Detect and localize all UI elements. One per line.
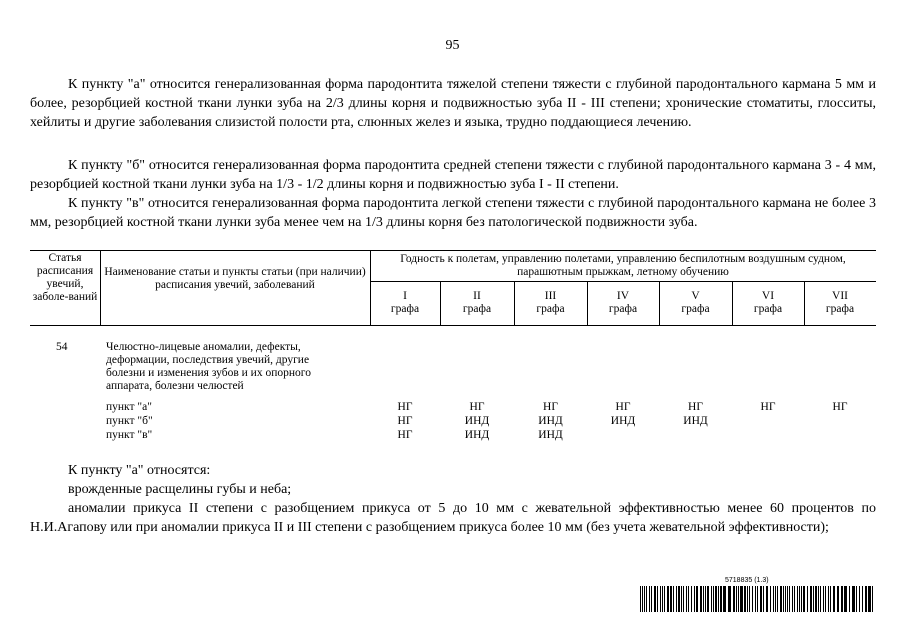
row-label-a: пункт "а" — [106, 401, 152, 413]
page-number: 95 — [445, 38, 460, 53]
value-b-4: ИНД — [610, 415, 636, 427]
after-table-line: аномалии прикуса II степени с разобщением прикуса от 5 до 10 мм с жевательной эффективностью менее 60 процентов по Н.И.Агапову или при аномалии прикуса II и III степени с разобщением прикуса более 10 мм (без учета жевательной эффективности); — [30, 501, 876, 535]
value-v-3: ИНД — [538, 429, 563, 441]
header-graph-6: VI графа — [753, 290, 783, 315]
barcode-icon — [640, 586, 875, 612]
col-divider-1 — [100, 250, 101, 325]
header-graph-4: IV графа — [608, 290, 638, 315]
after-table-line: врожденные расщелины губы и неба; — [68, 482, 292, 497]
value-a-4: НГ — [615, 401, 631, 413]
article-title-line: болезни и изменения зубов и их опорного — [106, 367, 311, 379]
value-a-2: НГ — [469, 401, 485, 413]
value-v-1: НГ — [397, 429, 413, 441]
value-a-5: НГ — [688, 401, 703, 413]
group-divider — [370, 281, 876, 282]
value-a-1: НГ — [397, 401, 413, 413]
header-article: Статья расписания увечий, заболе-ваний — [32, 252, 98, 303]
value-v-2: ИНД — [464, 429, 490, 441]
paragraph-point-b: К пункту "б" относится генерализованная форма пародонтита средней степени тяжести с глубиной пародонтального кармана 3 - 4 мм, резорбцией костной ткани лунки зуба на 1/3 - 1/2 длины корня и подвижностью зуба I - II степени. — [30, 158, 876, 192]
article-title-line: деформации, последствия увечий, другие — [106, 354, 310, 366]
table-header-bottom-border — [30, 325, 876, 326]
paragraph-point-v: К пункту "в" относится генерализованная форма пародонтита легкой степени тяжести с глубиной пародонтального кармана не более 3 мм, резорбцией костной ткани лунки зуба менее чем на 1/3 длины корня без патологической подвижности зуба. — [30, 196, 876, 230]
article-title-line: Челюстно-лицевые аномалии, дефекты, — [106, 341, 301, 353]
header-name: Наименование статьи и пункты статьи (при наличии) расписания увечий, заболеваний — [104, 266, 366, 291]
header-graph-5: V графа — [681, 290, 710, 315]
value-b-3: ИНД — [538, 415, 563, 427]
value-a-3: НГ — [543, 401, 558, 413]
row-label-v: пункт "в" — [106, 429, 153, 441]
header-graph-2: II графа — [462, 290, 492, 315]
header-graph-3: III графа — [536, 290, 565, 315]
value-a-7: НГ — [832, 401, 848, 413]
barcode-number: 5718835 (1.3) — [725, 577, 769, 584]
article-number: 54 — [56, 341, 68, 353]
value-a-6: НГ — [760, 401, 776, 413]
header-graph-1: I графа — [390, 290, 420, 315]
value-b-1: НГ — [397, 415, 413, 427]
after-table-line: К пункту "а" относятся: — [68, 463, 211, 478]
value-b-5: ИНД — [683, 415, 708, 427]
value-b-2: ИНД — [464, 415, 490, 427]
article-title-line: аппарата, болезни челюстей — [106, 380, 244, 392]
header-graph-7: VII графа — [825, 290, 855, 315]
table-top-border — [30, 250, 876, 251]
paragraph-point-a: К пункту "а" относится генерализованная форма пародонтита тяжелой степени тяжести с глубиной пародонтального кармана 5 мм и более, резорбцией костной ткани лунки зуба на 2/3 длины корня и подвижностью зуба II - III степени; хронические стоматиты, глосситы, хейлиты и другие заболевания слизистой полости рта, слюнных желез и языка, трудно поддающиеся лечению. — [30, 77, 876, 130]
header-group: Годность к полетам, управлению полетами, управлению беспилотным воздушным судном, парашютным прыжкам, летному обучению — [400, 253, 846, 278]
after-table-section — [30, 461, 876, 561]
row-label-b: пункт "б" — [106, 415, 153, 427]
